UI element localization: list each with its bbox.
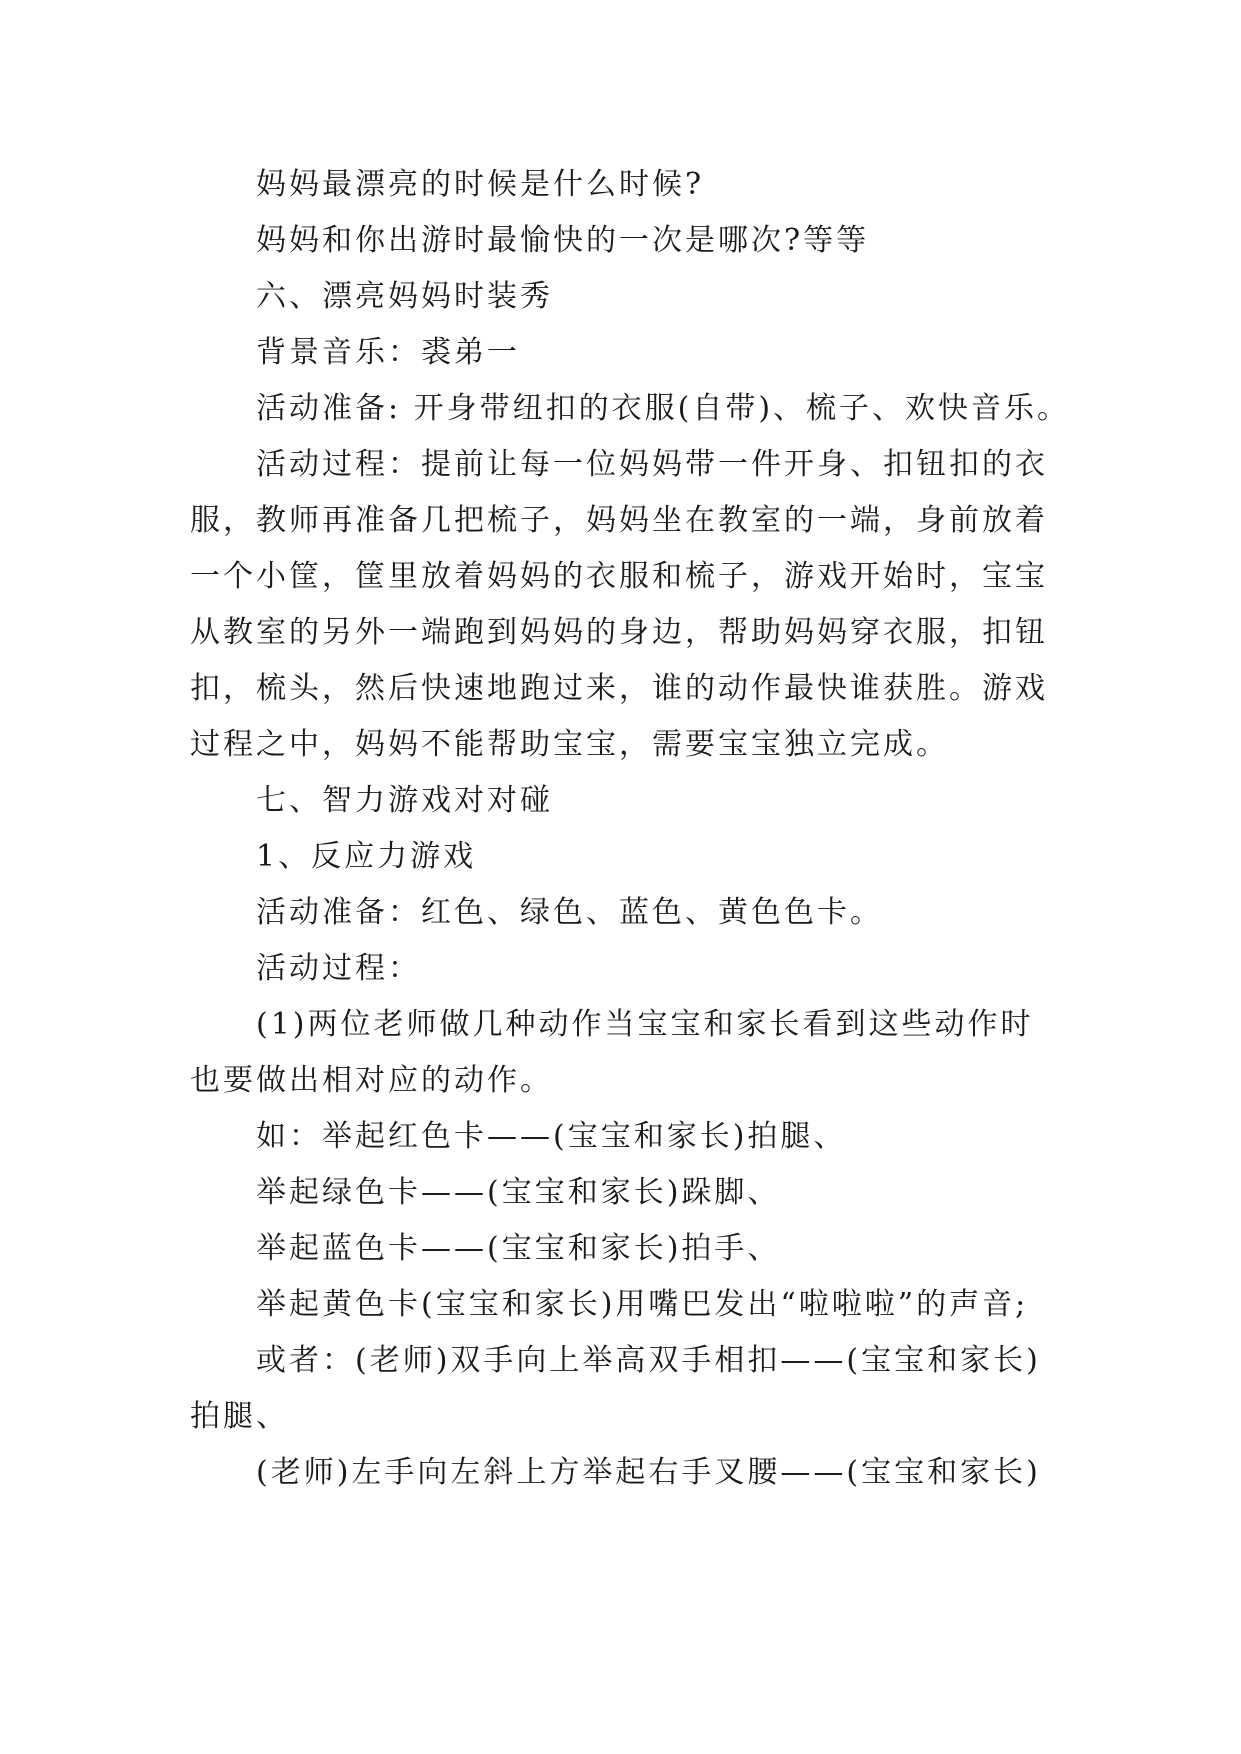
text-line: 背景音乐：裘弟一: [256, 335, 520, 370]
text-line: 或者：(老师)双手向上举高双手相扣——(宝宝和家长): [256, 1343, 1041, 1378]
text-line: 如：举起红色卡——(宝宝和家长)拍腿、: [256, 1119, 847, 1154]
text-line: 活动准备：红色、绿色、蓝色、黄色色卡。: [256, 895, 883, 930]
subsection-heading: 1、反应力游戏: [256, 839, 477, 874]
section-heading: 六、漂亮妈妈时装秀: [256, 279, 553, 314]
text-line: 妈妈和你出游时最愉快的一次是哪次?等等: [256, 223, 870, 258]
text-line: (老师)左手向左斜上方举起右手叉腰——(宝宝和家长): [256, 1455, 1041, 1490]
document-body: [190, 157, 1070, 1501]
text-line: 扣，梳头，然后快速地跑过来，谁的动作最快谁获胜。游戏: [190, 671, 1048, 706]
text-line: 活动过程：提前让每一位妈妈带一件开身、扣钮扣的衣: [256, 447, 1048, 482]
text-line: 举起黄色卡(宝宝和家长)用嘴巴发出“啦啦啦”的声音;: [256, 1287, 1029, 1322]
text-line: 举起绿色卡——(宝宝和家长)跺脚、: [256, 1175, 781, 1210]
text-line: 活动准备: 开身带纽扣的衣服(自带)、梳子、欢快音乐。: [256, 391, 1071, 426]
text-line: 一个小筐，筐里放着妈妈的衣服和梳子，游戏开始时，宝宝: [190, 559, 1048, 594]
text-line: 从教室的另外一端跑到妈妈的身边，帮助妈妈穿衣服，扣钮: [190, 615, 1048, 650]
text-line: 也要做出相对应的动作。: [190, 1063, 553, 1098]
section-heading: 七、智力游戏对对碰: [256, 783, 553, 818]
text-line: (1)两位老师做几种动作当宝宝和家长看到这些动作时: [256, 1007, 1034, 1042]
text-line: 举起蓝色卡——(宝宝和家长)拍手、: [256, 1231, 781, 1266]
text-line: 过程之中，妈妈不能帮助宝宝，需要宝宝独立完成。: [190, 727, 949, 762]
text-line: 拍腿、: [190, 1399, 289, 1434]
text-line: 妈妈最漂亮的时候是什么时候?: [256, 167, 705, 202]
text-line: 活动过程：: [256, 951, 421, 986]
text-line: 服，教师再准备几把梳子，妈妈坐在教室的一端，身前放着: [190, 503, 1048, 538]
